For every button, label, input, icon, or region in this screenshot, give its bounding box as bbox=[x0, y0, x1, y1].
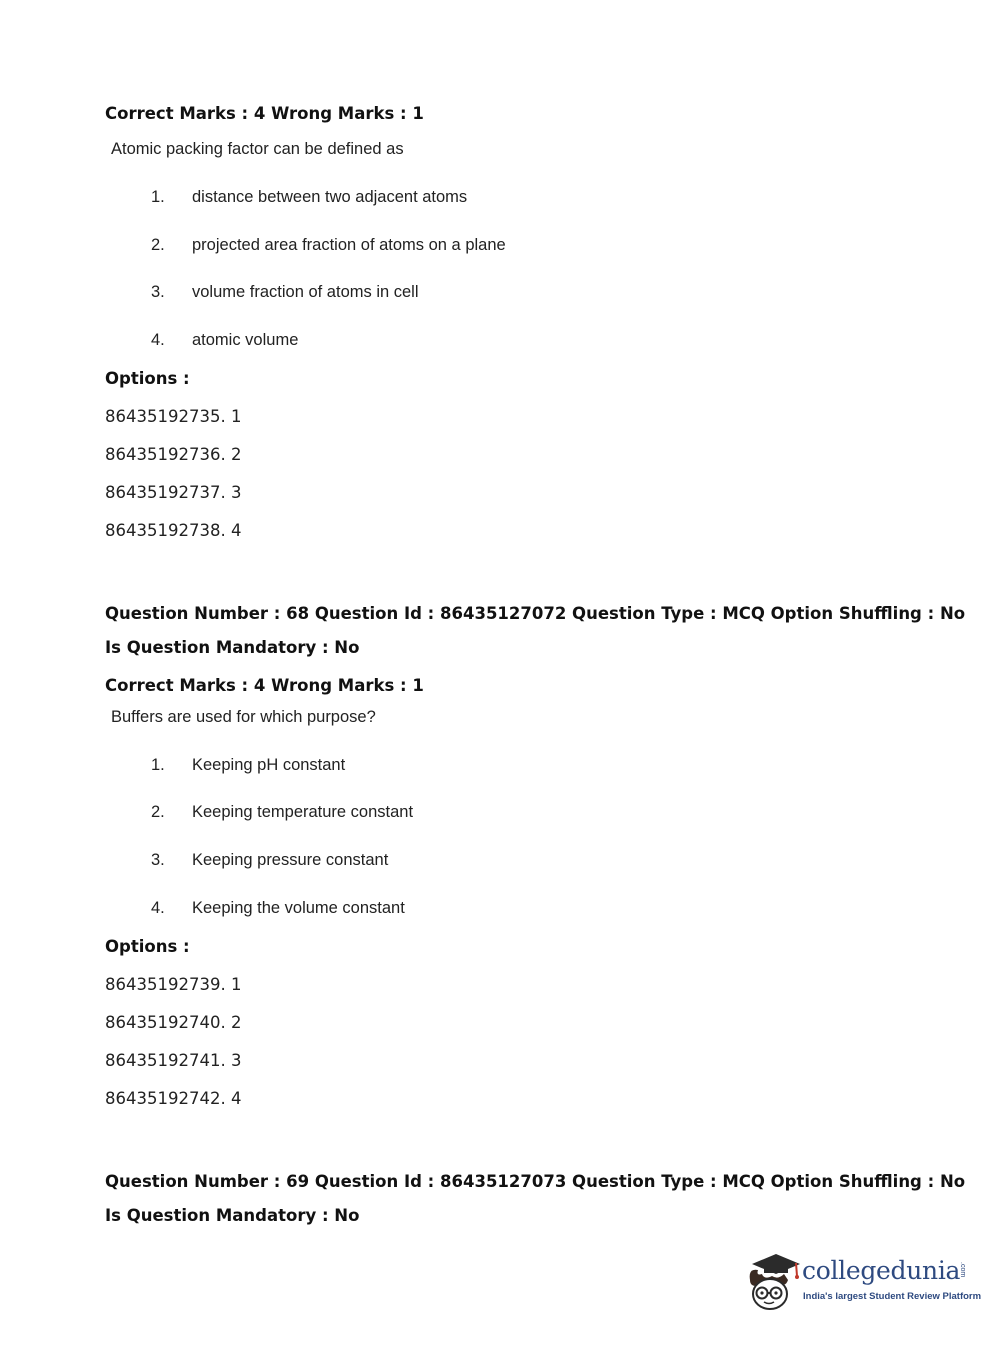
choice-item bbox=[151, 331, 298, 350]
choice-item bbox=[151, 236, 506, 255]
option-id: 86435192735. 1 bbox=[105, 407, 242, 426]
choice-text: Keeping pressure constant bbox=[192, 851, 389, 869]
options-label: Options : bbox=[105, 937, 190, 956]
choice-text: Keeping the volume constant bbox=[192, 899, 405, 917]
marks-line: Correct Marks : 4 Wrong Marks : 1 bbox=[105, 676, 424, 695]
logo-wordmark: collegedunia bbox=[802, 1256, 961, 1285]
choice-number: 4. bbox=[151, 899, 165, 917]
option-id: 86435192741. 3 bbox=[105, 1051, 242, 1070]
choice-number: 2. bbox=[151, 803, 165, 821]
marks-line: Correct Marks : 4 Wrong Marks : 1 bbox=[105, 104, 424, 123]
choice-number: 4. bbox=[151, 331, 165, 349]
choice-text: projected area fraction of atoms on a plane bbox=[192, 236, 506, 254]
option-id: 86435192742. 4 bbox=[105, 1089, 242, 1108]
question-mandatory: Is Question Mandatory : No bbox=[105, 1206, 360, 1225]
choice-text: atomic volume bbox=[192, 331, 299, 349]
student-mascot-icon bbox=[742, 1250, 804, 1314]
choice-text: Keeping pH constant bbox=[192, 756, 346, 774]
choice-number: 1. bbox=[151, 188, 165, 206]
choice-item bbox=[151, 283, 419, 302]
choice-item bbox=[151, 851, 388, 870]
collegedunia-logo bbox=[742, 1250, 982, 1312]
choice-item bbox=[151, 756, 345, 775]
logo-tagline: India's largest Student Review Platform bbox=[803, 1291, 982, 1302]
question-header: Question Number : 69 Question Id : 86435127073 Question Type : MCQ Option Shuffling : No bbox=[105, 1172, 966, 1191]
option-id: 86435192737. 3 bbox=[105, 483, 242, 502]
choice-number: 3. bbox=[151, 851, 165, 869]
choice-item bbox=[151, 188, 467, 207]
options-label: Options : bbox=[105, 369, 190, 388]
option-id: 86435192736. 2 bbox=[105, 445, 242, 464]
choice-number: 1. bbox=[151, 756, 165, 774]
choice-item bbox=[151, 899, 405, 918]
question-mandatory: Is Question Mandatory : No bbox=[105, 638, 360, 657]
choice-number: 2. bbox=[151, 236, 165, 254]
question-header: Question Number : 68 Question Id : 86435127072 Question Type : MCQ Option Shuffling : No bbox=[105, 604, 966, 623]
option-id: 86435192739. 1 bbox=[105, 975, 242, 994]
logo-suffix: .com bbox=[959, 1262, 966, 1278]
choice-item bbox=[151, 803, 413, 822]
option-id: 86435192738. 4 bbox=[105, 521, 242, 540]
choice-text: distance between two adjacent atoms bbox=[192, 188, 468, 206]
question-text: Buffers are used for which purpose? bbox=[111, 708, 376, 726]
question-text: Atomic packing factor can be defined as bbox=[111, 140, 404, 158]
choice-text: Keeping temperature constant bbox=[192, 803, 414, 821]
choice-number: 3. bbox=[151, 283, 165, 301]
option-id: 86435192740. 2 bbox=[105, 1013, 242, 1032]
choice-text: volume fraction of atoms in cell bbox=[192, 283, 419, 301]
